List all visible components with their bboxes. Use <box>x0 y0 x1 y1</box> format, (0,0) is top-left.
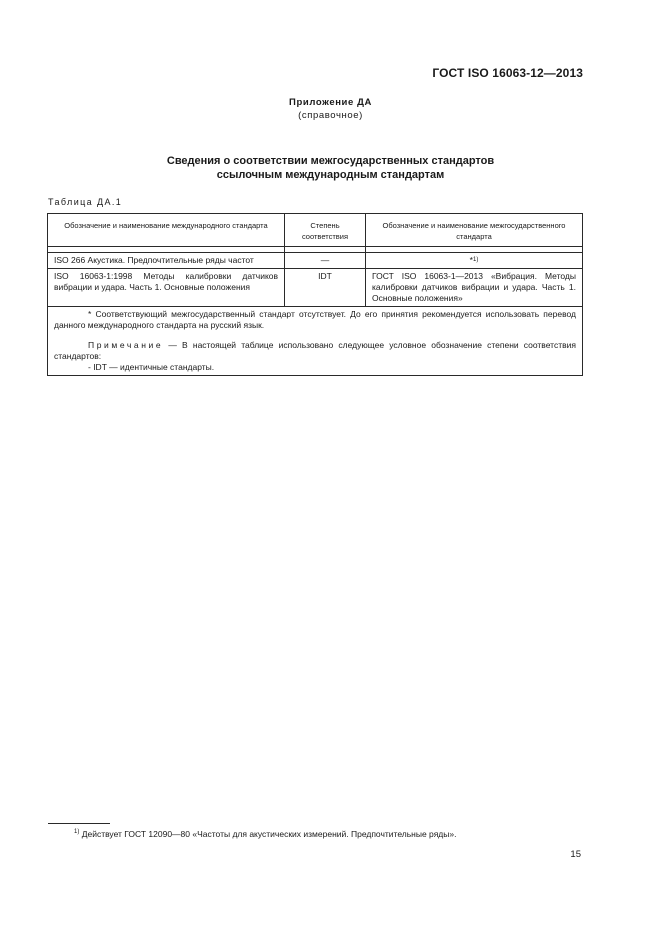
cell-interstate-standard: ГОСТ ISO 16063-1—2013 «Вибрация. Методы калибровки датчиков вибрации и удара. Часть 1. Основные положения» <box>366 269 583 307</box>
annex-subtitle: (справочное) <box>298 110 363 121</box>
document-code: ГОСТ ISO 16063-12—2013 <box>432 66 583 80</box>
asterisk-note: * Соответствующий межгосударственный стандарт отсутствует. До его принятия рекомендуется использовать перевод данного международного стандарта на русский язык. <box>54 309 576 330</box>
table-notes-row <box>48 307 583 376</box>
page-number: 15 <box>570 849 581 860</box>
header-international-standard: Обозначение и наименование международного стандарта <box>48 214 285 247</box>
asterisk: * <box>469 255 473 265</box>
note-bullet: - IDT — идентичные стандарты. <box>88 362 215 372</box>
section-heading-line-2: ссылочным международным стандартам <box>216 169 445 181</box>
note-paragraph <box>54 340 576 362</box>
cell-degree: — <box>285 253 366 269</box>
header-degree: Степень соответствия <box>285 214 366 247</box>
cell-international-standard: ISO 266 Акустика. Предпочтительные ряды частот <box>48 253 285 269</box>
correspondence-table <box>47 213 583 376</box>
footnote-ref-marker: 1) <box>472 257 479 263</box>
header-interstate-standard: Обозначение и наименование межгосударственного стандарта <box>366 214 583 247</box>
footnote-text: Действует ГОСТ 12090—80 «Частоты для акустических измерений. Предпочтительные ряды». <box>81 829 457 839</box>
section-heading-line-1: Сведения о соответствии межгосударственных стандартов <box>166 155 495 167</box>
section-heading <box>0 154 661 182</box>
note-label: Примечание <box>88 340 164 350</box>
cell-degree: IDT <box>285 269 366 307</box>
table-notes <box>48 307 583 376</box>
note-text: — В настоящей таблице использовано следующее условное обозначение степени соответствия стандартов: <box>54 340 576 361</box>
cell-international-standard: ISO 16063-1:1998 Методы калибровки датчиков вибрации и удара. Часть 1. Основные положения <box>48 269 285 307</box>
footnote-divider <box>48 823 110 824</box>
cell-interstate-standard <box>366 253 583 269</box>
footnote-marker: 1) <box>74 829 80 836</box>
table-caption: Таблица ДА.1 <box>48 197 123 207</box>
table-row <box>48 269 583 307</box>
table-header-row <box>48 214 583 247</box>
table-row <box>48 253 583 269</box>
footnote <box>74 829 456 839</box>
annex-title: Приложение ДА <box>289 97 372 108</box>
